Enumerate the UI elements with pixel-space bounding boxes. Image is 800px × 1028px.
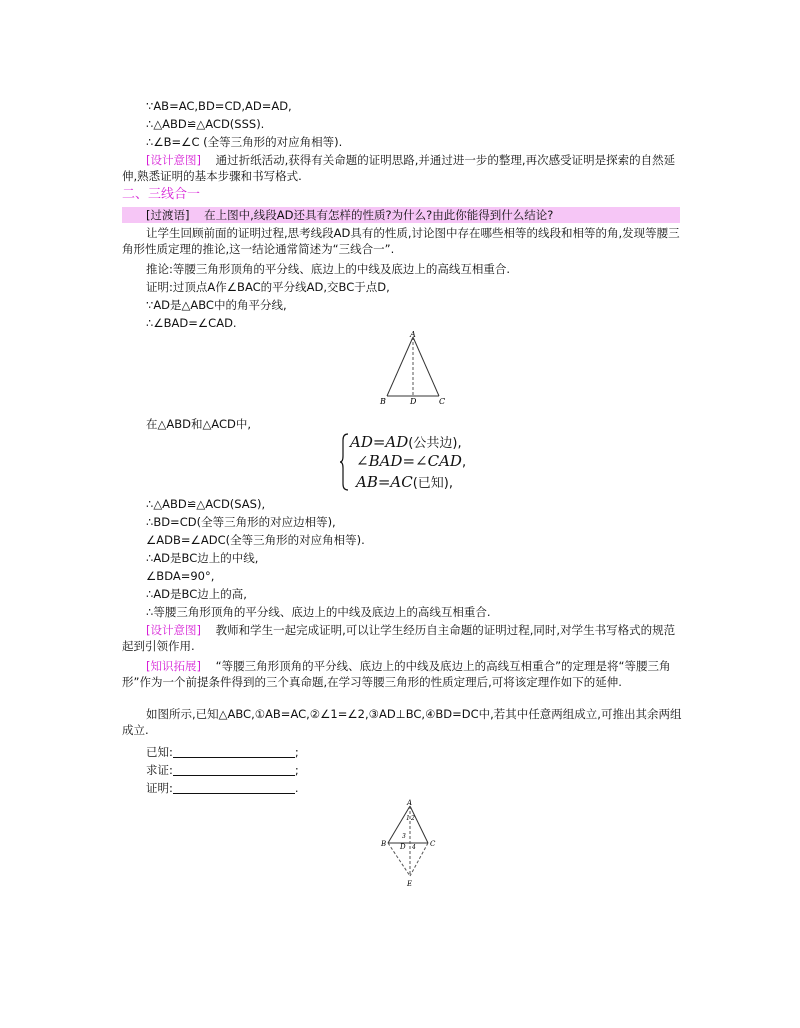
left-brace-icon — [340, 432, 350, 492]
knowledge-extension-tag: [知识拓展] — [146, 659, 201, 673]
prove-line — [146, 762, 299, 778]
triangle-figure-2 — [378, 798, 442, 890]
known-end: ; — [294, 745, 299, 759]
proof-in-triangles: 在△ABD和△ACD中, — [146, 417, 252, 431]
conclusion-final: ∴等腰三角形顶角的平分线、底边上的中线及底边上的高线互相重合. — [146, 605, 491, 619]
knowledge-extension — [122, 658, 682, 690]
system-row-2-note: , — [461, 455, 467, 470]
design-intent-2-text: 教师和学生一起完成证明,可以让学生经历自主命题的证明过程,同时,对学生书写格式的规范起到引领作用. — [122, 623, 676, 653]
prove-end: ; — [294, 763, 299, 777]
side-ac-2 — [410, 806, 428, 843]
label-angle-1: 1 — [406, 815, 410, 822]
label-c: C — [439, 397, 446, 406]
system-row-1-eq: AD=AD — [350, 433, 409, 451]
conclusion-altitude: ∴AD是BC边上的高, — [146, 587, 247, 601]
side-ab — [387, 337, 413, 396]
side-ac — [413, 337, 439, 396]
system-row-1-note: (公共边), — [408, 436, 462, 451]
conclusion-sas: ∴△ABD≌△ACD(SAS), — [146, 497, 266, 511]
proof-bisector: ∵AD是△ABC中的角平分线, — [146, 298, 287, 312]
system-row-2 — [356, 452, 466, 470]
prove-label: 求证: — [146, 763, 173, 777]
proof-equal-angles: ∴∠BAD=∠CAD. — [146, 316, 237, 330]
proof-label: 证明: — [146, 781, 173, 795]
conclusion-median: ∴AD是BC边上的中线, — [146, 551, 259, 565]
label-angle-2: 2 — [411, 815, 415, 822]
design-intent-text: 通过折纸活动,获得有关命题的证明思路,并通过进一步的整理,再次感受证明是探索的自然延伸,熟悉证明的基本步骤和书写格式. — [122, 153, 676, 183]
proof-blank[interactable] — [173, 781, 295, 794]
label-a-2: A — [407, 799, 413, 807]
label-angle-4: 4 — [412, 844, 416, 851]
system-row-3-eq: AB=AC — [356, 473, 413, 491]
system-row-3 — [356, 472, 453, 491]
label-a: A — [410, 330, 416, 339]
conclusion-right-angle: ∠BDA=90°, — [146, 569, 215, 583]
label-c-2: C — [430, 840, 436, 848]
known-label: 已知: — [146, 745, 173, 759]
prove-blank[interactable] — [173, 763, 295, 776]
segment-be — [388, 843, 410, 876]
proof-line-given: ∵AB=AC,BD=CD,AD=AD, — [146, 99, 292, 113]
triangle-figure-1 — [375, 328, 455, 408]
system-row-3-note: (已知), — [412, 476, 454, 491]
equation-system — [340, 432, 490, 492]
proof-start: 证明:过顶点A作∠BAC的平分线AD,交BC于点D, — [146, 280, 390, 294]
proof-end: . — [294, 781, 299, 795]
proof-line — [146, 780, 299, 796]
known-blank[interactable] — [173, 745, 295, 758]
side-ab-2 — [388, 806, 410, 843]
design-intent-2-tag: [设计意图] — [146, 623, 201, 637]
proof-line-congruent: ∴△ABD≌△ACD(SSS). — [146, 117, 265, 131]
transition-remark — [122, 207, 680, 223]
design-intent-tag: [设计意图] — [146, 153, 201, 167]
knowledge-extension-text: “等腰三角形顶角的平分线、底边上的中线及底边上的高线互相重合”的定理是将“等腰三角形”作为一个前提条件得到的三个真命题,在学习等腰三角形的性质定理后,可将该定理作如下的延伸. — [122, 659, 671, 689]
label-d: D — [410, 397, 417, 406]
corollary-statement: 推论:等腰三角形顶角的平分线、底边上的中线及底边上的高线互相重合. — [146, 262, 511, 276]
known-line — [146, 744, 299, 760]
conclusion-bd-cd: ∴BD=CD(全等三角形的对应边相等), — [146, 515, 336, 529]
label-e-2: E — [407, 880, 413, 888]
label-b: B — [380, 397, 386, 406]
design-intent-2 — [122, 622, 682, 654]
system-row-2-eq: ∠BAD=∠CAD — [356, 452, 462, 470]
design-intent-1 — [122, 152, 682, 184]
proof-line-angles: ∴∠B=∠C (全等三角形的对应角相等). — [146, 135, 343, 149]
discussion-paragraph: 让学生回顾前面的证明过程,思考线段AD具有的性质,讨论图中存在哪些相等的线段和相等的角,发现等腰三角形性质定理的推论,这一结论通常简述为“三线合一”. — [122, 226, 680, 256]
section-heading-three-lines: 二、三线合一 — [122, 187, 201, 202]
transition-tag: [过渡语] — [146, 208, 190, 222]
conclusion-angles: ∠ADB=∠ADC(全等三角形的对应角相等). — [146, 533, 365, 547]
label-d-2: D — [400, 843, 406, 851]
label-b-2: B — [381, 840, 387, 848]
label-angle-3: 3 — [402, 833, 406, 840]
extension-question: 如图所示,已知△ABC,①AB=AC,②∠1=∠2,③AD⊥BC,④BD=DC中,若其中任意两组成立,可推出其余两组成立. — [122, 707, 682, 737]
transition-text: 在上图中,线段AD还具有怎样的性质?为什么?由此你能得到什么结论? — [204, 208, 554, 222]
system-row-1 — [350, 432, 462, 451]
